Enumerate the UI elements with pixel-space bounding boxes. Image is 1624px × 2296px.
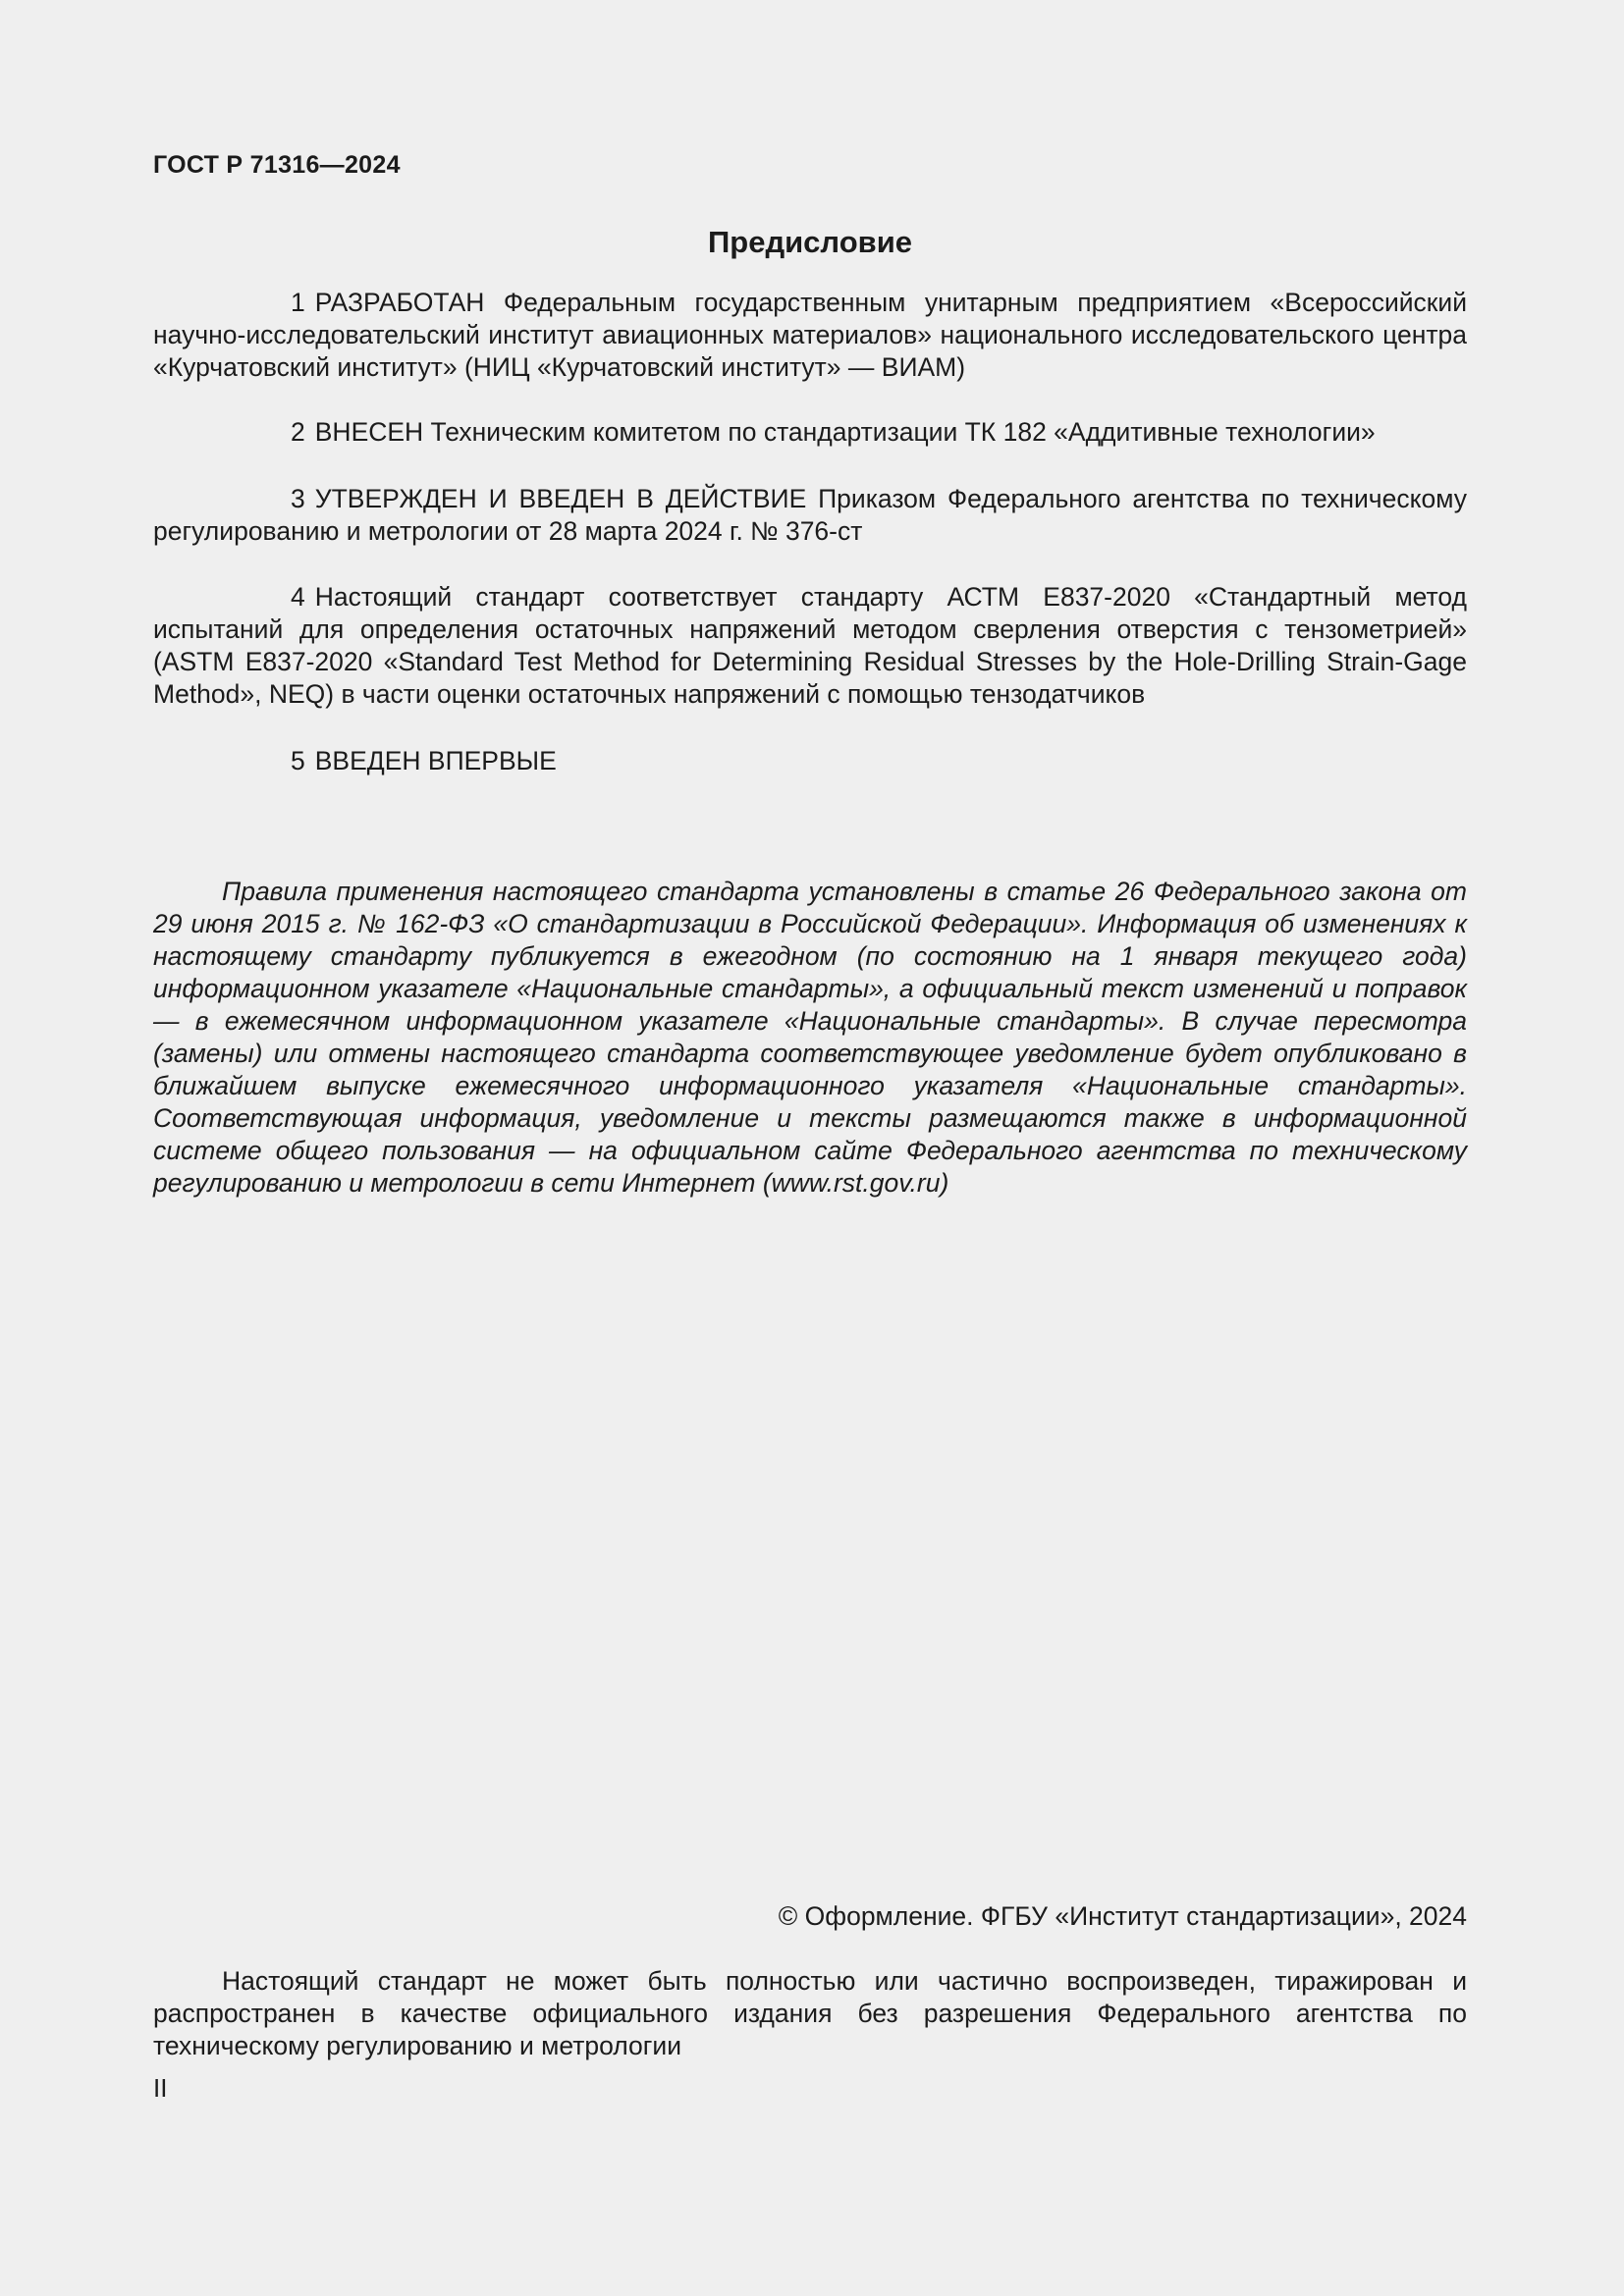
item-text: УТВЕРЖДЕН И ВВЕДЕН В ДЕЙСТВИЕ Приказом Федерального агентства по техническому регулированию и метрологии от 28 марта 2024 г. № 376-ст	[153, 484, 1467, 546]
reproduction-note: Настоящий стандарт не может быть полностью или частично воспроизведен, тиражирован и распространен в качестве официального издания без разрешения Федерального агентства по техническому регулированию и метрологии	[153, 1966, 1467, 2060]
rules-note: Правила применения настоящего стандарта установлены в статье 26 Федерального закона от 29 июня 2015 г. № 162-ФЗ «О стандартизации в Российской Федерации». Информация об изменениях к настоящему стандарту публикуется в ежегодном (по состоянию на 1 января текущего года) информационном указателе «Национальные стандарты», а официальный текст изменений и поправок — в ежемесячном информационном указателе «Национальные стандарты». В случае пересмотра (замены) или отмены настоящего стандарта соответствующее уведомление будет опубликовано в ближайшем выпуске ежемесячного информационного указателя «Национальные стандарты». Соответствующая информация, уведомление и тексты размещаются также в информационной системе общего пользования — на официальном сайте Федерального агентства по техническому регулированию и метрологии в сети Интернет (www.rst.gov.ru)	[153, 877, 1467, 1198]
preface-item-2	[153, 416, 1467, 449]
page-number: II	[153, 2073, 168, 2103]
item-text: ВВЕДЕН ВПЕРВЫЕ	[314, 746, 557, 775]
preface-item-3	[153, 483, 1467, 548]
item-number: 1	[291, 288, 305, 317]
preface-item-4	[153, 581, 1467, 711]
item-number: 5	[291, 746, 305, 775]
document-code: ГОСТ Р 71316—2024	[153, 151, 401, 179]
page-title: Предисловие	[707, 225, 912, 259]
copyright-notice: © Оформление. ФГБУ «Институт стандартизации», 2024	[778, 1901, 1467, 1931]
preface-item-5	[153, 745, 1467, 777]
item-number: 3	[291, 484, 305, 513]
item-text: Настоящий стандарт соответствует стандарту АСТМ Е837-2020 «Стандартный метод испытаний для определения остаточных напряжений методом сверления отверстия с тензометрией» (ASTM E837-2020 «Standard Test Method for Determining Residual Stresses by the Hole-Drilling Strain-Gage Method», NEQ) в части оценки остаточных напряжений с помощью тензодатчиков	[153, 582, 1467, 709]
item-number: 4	[291, 582, 305, 612]
item-text: ВНЕСЕН Техническим комитетом по стандартизации ТК 182 «Аддитивные технологии»	[314, 417, 1376, 447]
item-text: РАЗРАБОТАН Федеральным государственным унитарным предприятием «Всероссийский научно-исследовательский институт авиационных материалов» национального исследовательского центра «Курчатовский институт» (НИЦ «Курчатовский институт» — ВИАМ)	[153, 288, 1467, 382]
preface-item-1	[153, 287, 1467, 384]
item-number: 2	[291, 417, 305, 447]
